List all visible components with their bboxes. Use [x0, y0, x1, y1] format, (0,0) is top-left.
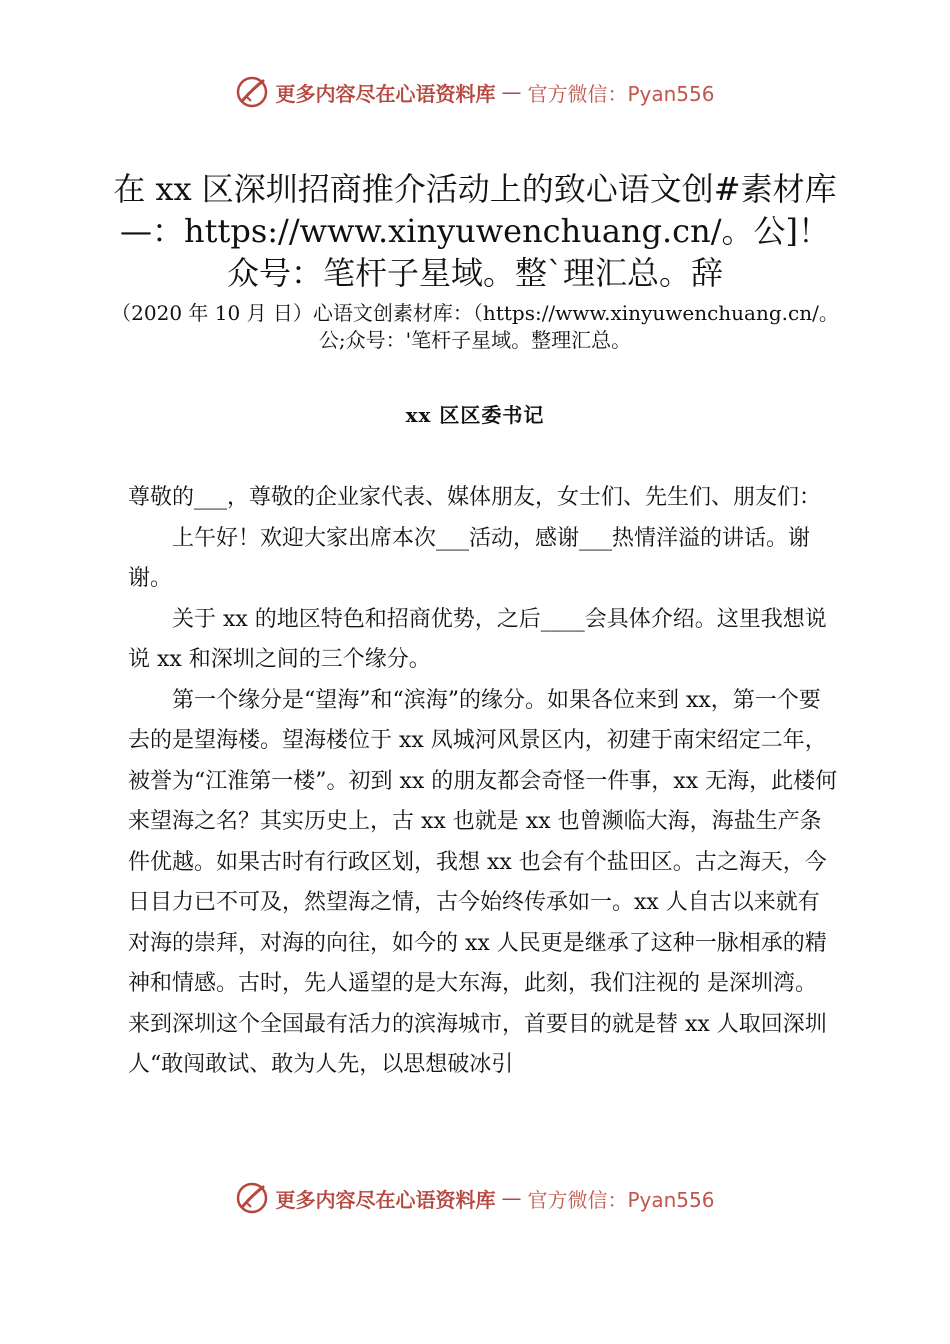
document-title: 在 xx 区深圳招商推介活动上的致心语文创#素材库—：https://www.xinyuwenchuang.cn/。公]！众号：笔杆子星域。整`理汇总。辞 — [113, 170, 837, 292]
watermark-brand: 更多内容尽在心语资料库 — [275, 81, 496, 106]
body-paragraph: 上午好！欢迎大家出席本次___活动，感谢___热情洋溢的讲话。谢谢。 — [128, 525, 811, 591]
date-line: （2020 年 10 月 日）心语文创素材库：（https://www.xinyuwenchuang.cn/。公;众号：'笔杆子星域。整理汇总。 — [111, 301, 839, 352]
speech-body — [128, 478, 838, 1086]
brush-logo-icon — [235, 75, 269, 109]
author-line: xx 区区委书记 — [405, 403, 545, 427]
watermark-contact: 官方微信：Pyan556 — [527, 1187, 715, 1212]
watermark-contact: 官方微信：Pyan556 — [527, 81, 715, 106]
body-paragraph: 第一个缘分是“望海”和“滨海”的缘分。如果各位来到 xx，第一个要去的是望海楼。望海楼位于 xx 凤城河风景区内，初建于南宋绍定二年，被誉为“江淮第一楼”。初到 xx 的朋友都会奇怪一件事，xx 无海，此楼何来望海之名？其实历史上，古 xx 也就是 xx 也曾濒临大海，海盐生产条件优越。如果古时有行政区划，我想 xx 也会有个盐田区。古之海天，今日目力已不可及，然望海之情，古今始终传承如一。xx 人自古以来就有对海的崇拜，对海的向往，如今的 xx 人民更是继承了这种一脉相承的精神和情感。古时，先人遥望的是大东海，此刻，我们注视的 是深圳湾。来到深圳这个全国最有活力的滨海城市，首要目的就是替 xx 人取回深圳人“敢闯敢试、敢为人先，以思想破冰引 — [128, 687, 838, 1077]
body-paragraph: 关于 xx 的地区特色和招商优势，之后____会具体介绍。这里我想说说 xx 和深圳之间的三个缘分。 — [128, 606, 827, 672]
watermark-footer — [0, 1178, 950, 1218]
watermark-separator: — — [501, 80, 522, 104]
salutation-paragraph: 尊敬的___，尊敬的企业家代表、媒体朋友，女士们、先生们、朋友们： — [128, 485, 822, 510]
watermark-separator: — — [501, 1186, 522, 1210]
watermark-brand: 更多内容尽在心语资料库 — [275, 1187, 496, 1212]
brush-logo-icon — [235, 1181, 269, 1215]
watermark-header — [0, 72, 950, 112]
